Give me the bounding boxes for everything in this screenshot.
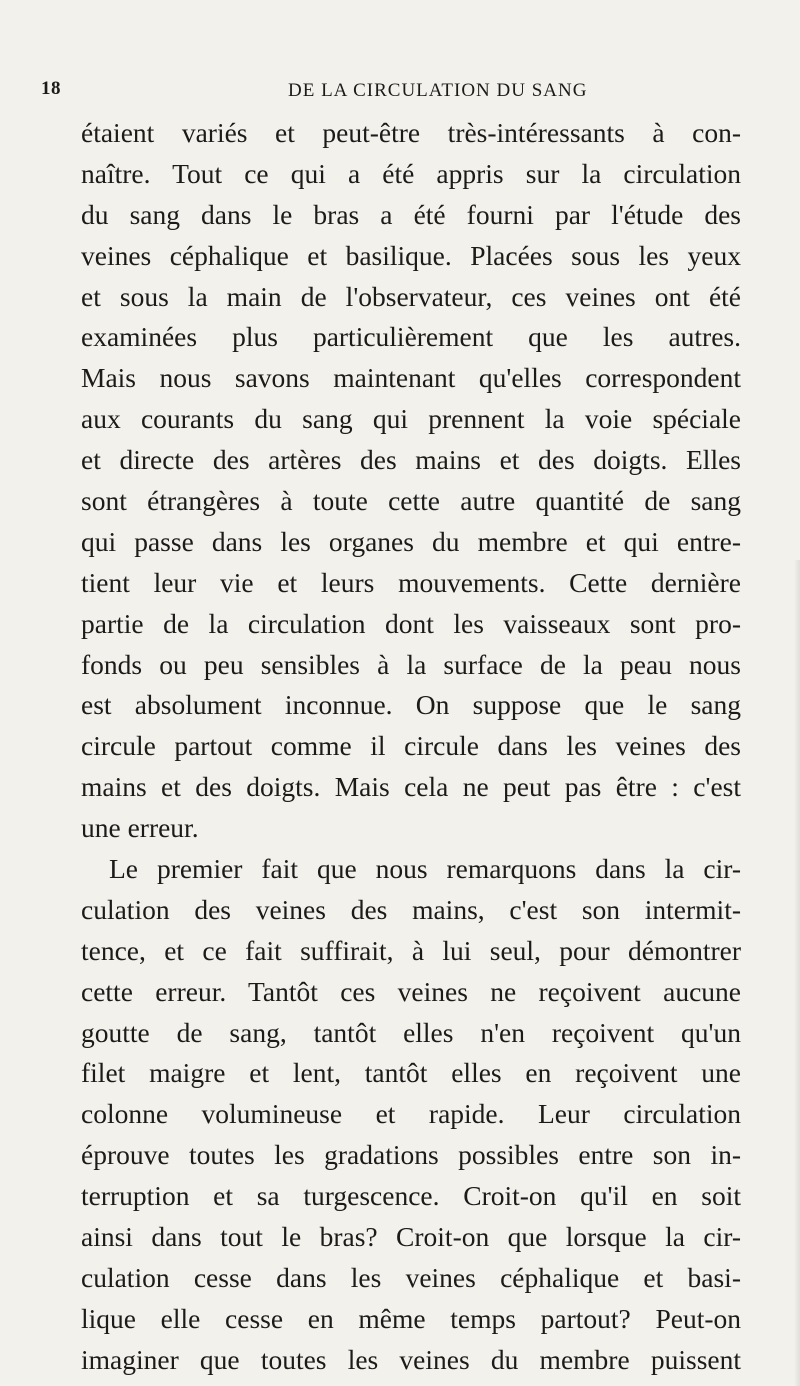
text-line: circule partout comme il circule dans les veines des bbox=[81, 730, 741, 762]
text-line: tence, et ce fait suffirait, à lui seul, pour démontrer bbox=[81, 934, 741, 966]
text-line: qui passe dans les organes du membre et qui entre- bbox=[81, 525, 741, 557]
text-line: et directe des artères des mains et des doigts. Elles bbox=[81, 444, 741, 476]
text-line: tient leur vie et leurs mouvements. Cette dernière bbox=[81, 566, 741, 598]
paragraph-start-line: Le premier fait que nous remarquons dans la cir- bbox=[109, 853, 741, 885]
text-line: cette erreur. Tantôt ces veines ne reçoivent aucune bbox=[81, 975, 741, 1007]
running-title: DE LA CIRCULATION DU SANG bbox=[288, 80, 588, 101]
text-line: partie de la circulation dont les vaisseaux sont pro- bbox=[81, 607, 741, 639]
text-line: examinées plus particulièrement que les autres. bbox=[81, 321, 741, 353]
body-text bbox=[81, 113, 741, 1381]
text-line: ainsi dans tout le bras? Croit-on que lorsque la cir- bbox=[81, 1221, 741, 1253]
text-line: veines céphalique et basilique. Placées sous les yeux bbox=[81, 239, 741, 271]
text-line: sont étrangères à toute cette autre quantité de sang bbox=[81, 485, 741, 517]
text-line: imaginer que toutes les veines du membre puissent bbox=[81, 1343, 741, 1375]
text-line: aux courants du sang qui prennent la voie spéciale bbox=[81, 403, 741, 435]
text-line: est absolument inconnue. On suppose que le sang bbox=[81, 689, 741, 721]
text-line: filet maigre et lent, tantôt elles en reçoivent une bbox=[81, 1057, 741, 1089]
text-line: et sous la main de l'observateur, ces veines ont été bbox=[81, 280, 741, 312]
text-line: culation cesse dans les veines céphalique et basi- bbox=[81, 1261, 741, 1293]
paragraph-end-line: une erreur. bbox=[81, 812, 199, 844]
text-line: étaient variés et peut-être très-intéressants à con- bbox=[81, 117, 741, 148]
text-line: éprouve toutes les gradations possibles entre son in- bbox=[81, 1139, 741, 1171]
text-line: Mais nous savons maintenant qu'elles correspondent bbox=[81, 362, 741, 394]
text-line: terruption et sa turgescence. Croit-on qu'il en soit bbox=[81, 1180, 741, 1212]
text-line: fonds ou peu sensibles à la surface de la peau nous bbox=[81, 648, 741, 680]
page-number: 18 bbox=[41, 78, 61, 99]
text-line: goutte de sang, tantôt elles n'en reçoivent qu'un bbox=[81, 1016, 741, 1048]
text-line: du sang dans le bras a été fourni par l'étude des bbox=[81, 198, 741, 230]
text-line: naître. Tout ce qui a été appris sur la circulation bbox=[81, 157, 741, 189]
text-line: culation des veines des mains, c'est son intermit- bbox=[81, 893, 741, 925]
text-line: lique elle cesse en même temps partout? Peut-on bbox=[81, 1302, 741, 1334]
page-edge-shadow bbox=[794, 560, 800, 1386]
text-line: mains et des doigts. Mais cela ne peut pas être : c'est bbox=[81, 771, 741, 803]
text-line: colonne volumineuse et rapide. Leur circulation bbox=[81, 1098, 741, 1130]
